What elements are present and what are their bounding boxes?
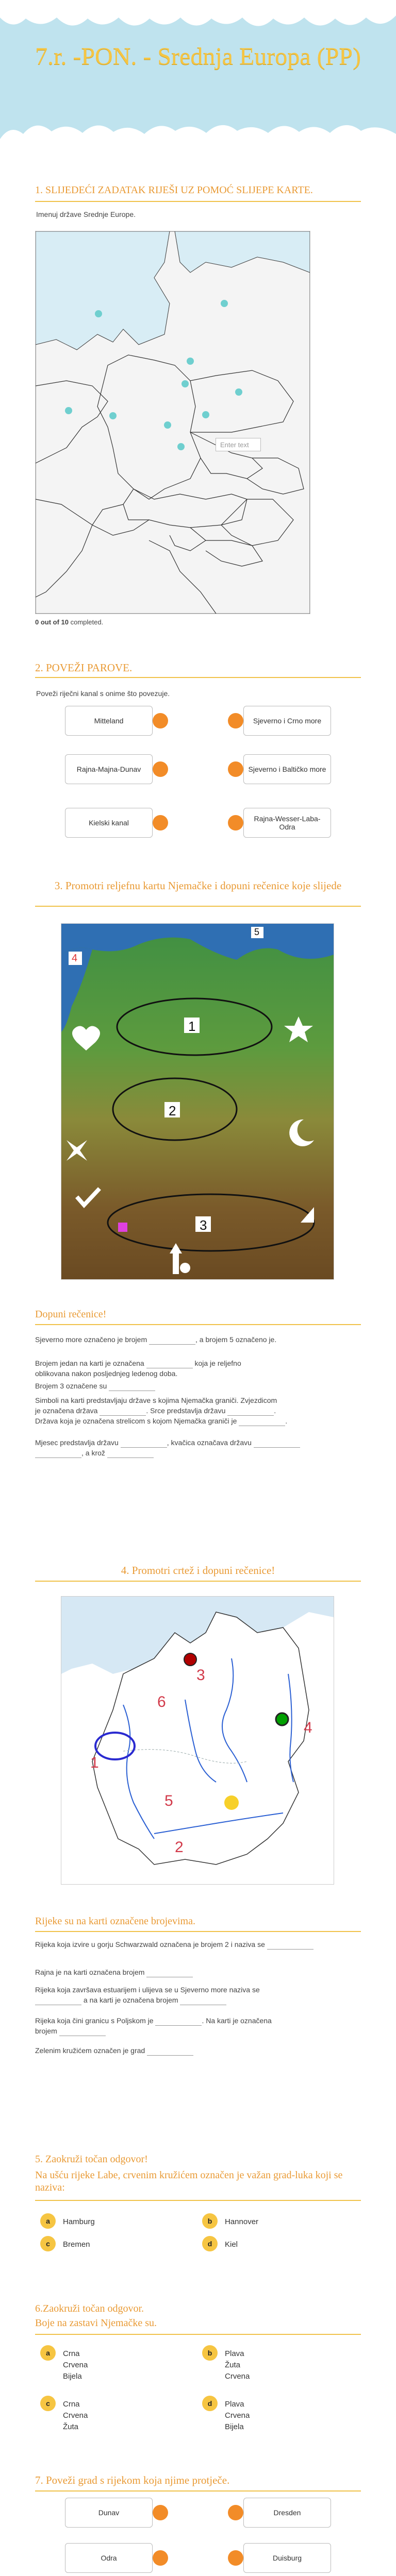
section-4-title: 4. Promotri crtež i dopuni rečenice! [121,1564,275,1577]
city-river-right[interactable]: Dresden [243,2498,331,2528]
section-divider [35,906,361,907]
river-label-2: 2 [175,1839,184,1856]
map-marker[interactable] [65,407,72,414]
river-label-6: 6 [157,1693,166,1710]
city-river-left[interactable]: Odra [65,2543,153,2573]
answer-option[interactable]: a Hamburg [40,2213,95,2229]
map-marker[interactable] [202,411,209,418]
relief-map-germany [61,923,334,1280]
pair-connector-dot[interactable] [153,2550,168,2566]
pair-connector-dot[interactable] [153,2505,168,2520]
s3b-title: Dopuni rečenice! [35,1309,107,1320]
s3b-sentence-3: oblikovana nakon posljednjeg ledenog doba. [35,1369,178,1378]
river-label-1: 1 [90,1754,99,1771]
s2-instruction: Poveži riječni kanal s onime što povezuje. [36,689,170,698]
blank-input[interactable] [146,1361,193,1368]
blank-input[interactable] [121,1440,167,1448]
relief-label-4: 4 [72,953,78,964]
section-divider [35,2490,361,2492]
s4b-sentence-4b: brojem [35,2026,361,2036]
section-divider [35,1931,361,1932]
map-marker[interactable] [221,300,228,307]
s1-progress [35,618,103,626]
rivers-map-germany [61,1596,334,1885]
section-divider [35,2334,361,2335]
section-divider [35,201,361,202]
enter-text-input[interactable]: Enter text [216,438,261,451]
blank-input[interactable] [254,1440,300,1448]
pair-connector-dot[interactable] [228,2505,243,2520]
relief-map-svg [61,924,334,1279]
s4b-sentence-1: Rijeka koja izvire u gorju Schwarzwald označena je brojem 2 i naziva se [35,1939,361,1950]
map-marker[interactable] [235,388,242,396]
map-marker[interactable] [95,310,102,317]
s1-instruction: Imenuj države Srednje Europe. [36,210,136,218]
page-header [0,0,396,155]
blank-input[interactable] [100,1408,146,1416]
blank-input[interactable] [155,2018,202,2026]
section-divider [35,1324,361,1325]
blank-input[interactable] [59,2028,106,2036]
relief-label-2: 2 [169,1103,176,1118]
pair-left-item[interactable]: Kielski kanal [65,808,153,838]
blank-input[interactable] [109,1383,155,1391]
blank-input[interactable] [146,1970,193,1977]
pair-right-item[interactable]: Rajna-Wesser-Laba- Odra [243,808,331,838]
section-6-title: 6.Zaokruži točan odgovor. [35,2303,144,2314]
answer-option[interactable]: b Plava Žuta Crvena [202,2345,250,2382]
s3b-sentence-4: Brojem 3 označene su [35,1381,361,1391]
pair-connector-dot[interactable] [153,815,168,831]
section-5-title: 5. Zaokruži točan odgovor! [35,2154,148,2165]
s4b-sentence-3: Rijeka koja završava estuarijem i ulijeva se u Sjeverno more naziva se [35,1986,260,1994]
pair-connector-dot[interactable] [228,761,243,777]
s4b-sentence-2: Rajna je na karti označena brojem [35,1967,361,1977]
progress-label: completed. [69,618,104,626]
s4b-sentence-5: Zelenim kružićem označen je grad [35,2045,361,2056]
s3b-sentence-2: Brojem jedan na karti je označena koja je reljefno [35,1359,241,1367]
blank-input[interactable] [149,1337,195,1345]
answer-option[interactable]: b Hannover [202,2213,258,2229]
section-2-title: 2. POVEŽI PAROVE. [35,662,133,674]
blank-input[interactable] [147,2048,193,2056]
progress-count: 0 out of 10 [35,618,69,626]
pair-connector-dot[interactable] [228,815,243,831]
blind-map-svg [36,231,310,614]
blank-input[interactable] [35,1450,81,1458]
city-river-right[interactable]: Duisburg [243,2543,331,2573]
pair-connector-dot[interactable] [153,713,168,728]
relief-label-5: 5 [254,927,260,937]
blank-input[interactable] [35,1997,81,2005]
answer-option[interactable]: d Kiel [202,2236,238,2251]
map-marker[interactable] [109,412,117,419]
s4b-title: Rijeke su na karti označene brojevima. [35,1916,195,1927]
river-label-3: 3 [196,1667,205,1684]
pair-right-item[interactable]: Sjeverno i Baltičko more [243,754,331,784]
rivers-map-svg [61,1597,334,1884]
s3b-sentence-9: , a krož [35,1448,361,1458]
s3b-sentence-7: Država koja je označena strelicom s kojom Njemačka graniči je . [35,1417,288,1425]
blind-map-central-europe [35,231,310,614]
s3b-sentence-6: je označena država . Srce predstavlja državu . [35,1406,276,1415]
section-7-title: 7. Poveži grad s rijekom koja njime protječe. [35,2474,230,2486]
blank-input[interactable] [239,1418,285,1426]
section-3-title: 3. Promotri reljefnu kartu Njemačke i dopuni rečenice koje slijede [54,879,342,892]
city-river-left[interactable]: Dunav [65,2498,153,2528]
blank-input[interactable] [227,1408,274,1416]
blank-input[interactable] [107,1450,154,1458]
pair-connector-dot[interactable] [228,2550,243,2566]
map-marker[interactable] [182,380,189,387]
section-divider [35,1581,361,1582]
s3b-sentence-1: Sjeverno more označeno je brojem , a brojem 5 označeno je. [35,1335,277,1344]
relief-label-3: 3 [200,1217,207,1233]
pair-connector-dot[interactable] [153,761,168,777]
snow-top-decoration [0,0,396,36]
blank-input[interactable] [267,1942,314,1950]
answer-option[interactable]: c Bremen [40,2236,90,2251]
pair-left-item[interactable]: Mitteland [65,706,153,736]
answer-option[interactable]: c Crna Crvena Žuta [40,2396,88,2433]
blank-input[interactable] [180,1997,226,2005]
answer-option[interactable]: a Crna Crvena Bijela [40,2345,88,2382]
pair-right-item[interactable]: Sjeverno i Crno more [243,706,331,736]
page-title: 7.r. -PON. - Srednja Europa (PP) [35,43,361,70]
map-marker[interactable] [177,443,185,450]
s3b-sentence-5: Simboli na karti predstavljaju države s kojima Njemačka graniči. Zvjezdicom [35,1396,277,1404]
s4b-sentence-3b: a na karti je označena brojem [35,1995,361,2005]
relief-label-1: 1 [188,1019,196,1034]
section-divider [35,677,361,678]
map-marker[interactable] [187,358,194,365]
s5-question: Na ušću rijeke Labe, crvenim kružićem označen je važan grad-luka koji se naziva: [35,2170,343,2193]
s4b-sentence-4: Rijeka koja čini granicu s Poljskom je . Na karti je označena [35,2016,272,2025]
river-label-4: 4 [304,1719,312,1736]
snow-bottom-decoration [0,118,396,155]
river-label-5: 5 [164,1792,173,1809]
section-1-title: 1. SLIJEDEĆI ZADATAK RIJEŠI UZ POMOĆ SLIJEPE KARTE. [35,184,313,196]
pair-left-item[interactable]: Rajna-Majna-Dunav [65,754,153,784]
s3b-sentence-8: Mjesec predstavlja državu , kvačica označava državu [35,1437,361,1448]
section-divider [35,2200,361,2201]
pair-connector-dot[interactable] [228,713,243,728]
s6-question: Boje na zastavi Njemačke su. [35,2317,157,2329]
map-marker[interactable] [164,421,171,429]
answer-option[interactable]: d Plava Crvena Bijela [202,2396,250,2433]
